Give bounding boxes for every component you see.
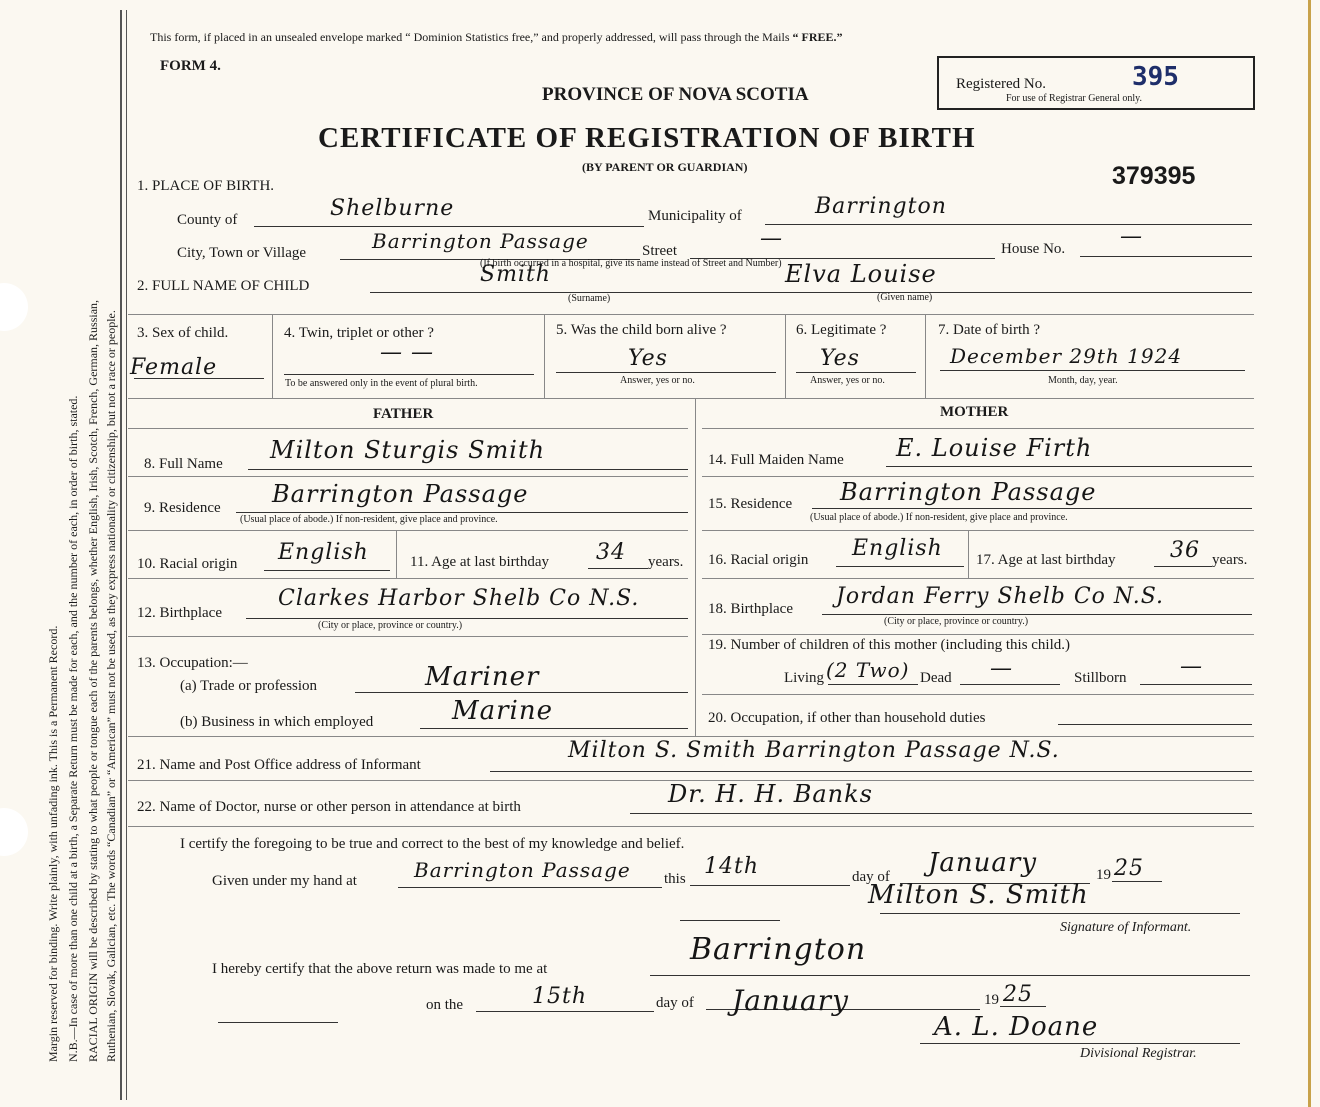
father-name-label: 8. Full Name bbox=[144, 456, 223, 472]
county-value: Shelburne bbox=[330, 196, 455, 221]
mother-occupation-line bbox=[1058, 724, 1252, 725]
informant-line bbox=[490, 771, 1252, 772]
registered-value: 395 bbox=[1132, 62, 1179, 92]
municipality-value: Barrington bbox=[815, 194, 947, 219]
mother-residence-value: Barrington Passage bbox=[840, 478, 1097, 506]
father-row-border bbox=[128, 578, 688, 579]
registrar-month-value: January bbox=[732, 984, 849, 1017]
alive-line bbox=[556, 372, 776, 373]
given-year-prefix: 19 bbox=[1096, 867, 1111, 883]
street-label: Street bbox=[642, 243, 677, 259]
dead-line bbox=[960, 684, 1060, 685]
mother-residence-note: (Usual place of abode.) If non-resident, give place and province. bbox=[810, 512, 1068, 523]
mother-age-line bbox=[1154, 566, 1212, 567]
right-edge bbox=[1308, 0, 1311, 1107]
twin-note: To be answered only in the event of plural birth. bbox=[285, 378, 478, 389]
municipality-label: Municipality of bbox=[648, 208, 742, 224]
date-label: 7. Date of birth ? bbox=[938, 322, 1041, 338]
living-line bbox=[828, 684, 918, 685]
this-label: this bbox=[664, 871, 686, 887]
father-age-value: 34 bbox=[596, 540, 626, 565]
living-label: Living bbox=[784, 670, 824, 686]
father-birthplace-label: 12. Birthplace bbox=[137, 605, 222, 621]
given-year-value: 25 bbox=[1114, 856, 1144, 881]
mailing-notice-text: This form, if placed in an unsealed envelope marked “ Dominion Statistics free,” and properly addressed, will pass through the Mails bbox=[150, 30, 790, 44]
registrar-place-value: Barrington bbox=[690, 932, 867, 967]
parents-bottom-border bbox=[128, 736, 1254, 737]
given-day-line bbox=[690, 885, 850, 886]
legitimate-value: Yes bbox=[820, 346, 860, 371]
given-name-caption: (Given name) bbox=[877, 292, 933, 303]
mother-row-border bbox=[702, 476, 1254, 477]
registrar-statement: I hereby certify that the above return was made to me at bbox=[212, 961, 548, 977]
father-name-line bbox=[248, 469, 688, 470]
doctor-label: 22. Name of Doctor, nurse or other person in attendance at birth bbox=[137, 799, 521, 815]
living-value: (2 Two) bbox=[826, 658, 910, 682]
father-age-line bbox=[588, 568, 648, 569]
hospital-note: (If birth occurred in a hospital, give its name instead of Street and Number) bbox=[480, 258, 782, 269]
municipality-line bbox=[765, 224, 1252, 225]
father-race-divider bbox=[396, 530, 397, 578]
father-trade-label: (a) Trade or profession bbox=[180, 678, 318, 694]
registrar-year-prefix: 19 bbox=[984, 992, 999, 1008]
father-age-label: 11. Age at last birthday bbox=[410, 554, 549, 570]
father-row-border bbox=[128, 636, 688, 637]
mother-birthplace-note: (City or place, province or country.) bbox=[884, 616, 1029, 627]
registered-label: Registered No. bbox=[956, 76, 1046, 92]
mother-row-border bbox=[702, 578, 1254, 579]
margin-text-3: RACIAL ORIGIN will be described by stating to what people or tongue each of the parents belongs, whether English, Irish, Scotch, French, German, Russian, bbox=[86, 299, 100, 1062]
given-place-value: Barrington Passage bbox=[414, 858, 631, 882]
legitimate-note: Answer, yes or no. bbox=[810, 375, 885, 386]
doctor-line bbox=[630, 813, 1252, 814]
legitimate-label: 6. Legitimate ? bbox=[796, 322, 887, 338]
house-value: — bbox=[1120, 224, 1143, 249]
row3-divider bbox=[272, 314, 273, 398]
mother-birthplace-line bbox=[822, 614, 1252, 615]
mother-age-value: 36 bbox=[1170, 538, 1200, 563]
row3-bottom-border bbox=[128, 398, 1254, 399]
child-name-label: 2. FULL NAME OF CHILD bbox=[137, 278, 310, 294]
father-business-value: Marine bbox=[452, 696, 553, 726]
street-value: — bbox=[760, 226, 783, 251]
mother-name-line bbox=[886, 466, 1252, 467]
informant-label: 21. Name and Post Office address of Informant bbox=[137, 757, 421, 773]
sex-value: Female bbox=[130, 355, 218, 380]
mother-birthplace-value: Jordan Ferry Shelb Co N.S. bbox=[836, 584, 1165, 609]
father-residence-note: (Usual place of abode.) If non-resident, give place and province. bbox=[240, 514, 498, 525]
registrar-signature-line bbox=[218, 1022, 338, 1023]
given-day-value: 14th bbox=[704, 854, 760, 879]
father-business-label: (b) Business in which employed bbox=[180, 714, 374, 730]
mother-row-border bbox=[702, 634, 1254, 635]
registrar-onthe-label: on the bbox=[426, 997, 464, 1013]
mother-row-border bbox=[702, 694, 1254, 695]
father-business-line bbox=[420, 728, 688, 729]
row3-divider bbox=[925, 314, 926, 398]
father-race-value: English bbox=[278, 540, 369, 565]
child-given-name: Elva Louise bbox=[785, 260, 937, 288]
page-subtitle: (BY PARENT OR GUARDIAN) bbox=[582, 160, 748, 174]
alive-value: Yes bbox=[628, 346, 668, 371]
dead-value: — bbox=[990, 656, 1013, 681]
dead-label: Dead bbox=[920, 670, 952, 686]
informant-signature-line bbox=[880, 913, 1240, 914]
twin-value: — — bbox=[380, 340, 434, 365]
registered-note: For use of Registrar General only. bbox=[1006, 93, 1142, 104]
father-age-unit: years. bbox=[648, 554, 684, 570]
registrar-signature-main-line bbox=[920, 1043, 1240, 1044]
mother-row-border bbox=[702, 428, 1254, 429]
mother-age-unit: years. bbox=[1212, 552, 1248, 568]
informant-value: Milton S. Smith Barrington Passage N.S. bbox=[568, 738, 1060, 763]
mother-residence-line bbox=[812, 508, 1252, 509]
father-residence-value: Barrington Passage bbox=[272, 480, 529, 508]
father-residence-line bbox=[236, 512, 688, 513]
father-birthplace-note: (City or place, province or country.) bbox=[318, 620, 463, 631]
punch-hole bbox=[0, 283, 28, 331]
given-month-value: January bbox=[928, 848, 1038, 878]
alive-note: Answer, yes or no. bbox=[620, 375, 695, 386]
mother-race-label: 16. Racial origin bbox=[708, 552, 809, 568]
father-race-label: 10. Racial origin bbox=[137, 556, 238, 572]
row3-divider bbox=[544, 314, 545, 398]
given-under-label: Given under my hand at bbox=[212, 873, 357, 889]
registrar-dayof-label: day of bbox=[656, 995, 694, 1011]
house-label: House No. bbox=[1001, 241, 1066, 257]
father-occupation-label: 13. Occupation:— bbox=[137, 655, 248, 671]
father-birthplace-value: Clarkes Harbor Shelb Co N.S. bbox=[278, 586, 640, 611]
parents-divider bbox=[695, 398, 696, 736]
stillborn-value: — bbox=[1180, 654, 1203, 679]
father-race-line bbox=[264, 570, 390, 571]
stamp-number: 379395 bbox=[1112, 162, 1196, 190]
signature-caption: Signature of Informant. bbox=[1060, 920, 1192, 935]
certify-statement: I certify the foregoing to be true and correct to the best of my knowledge and belief. bbox=[180, 836, 685, 852]
twin-line bbox=[284, 374, 534, 375]
registrar-place-line bbox=[650, 975, 1250, 976]
child-name-line bbox=[370, 292, 1252, 293]
father-trade-line bbox=[355, 692, 688, 693]
mother-race-divider bbox=[968, 530, 969, 578]
registrar-year-value: 25 bbox=[1003, 982, 1033, 1007]
page-title: CERTIFICATE OF REGISTRATION OF BIRTH bbox=[318, 122, 976, 154]
margin-text-2: N.B.—In case of more than one child at a birth, a Separate Return must be made for each, and the number of each, in order of birth, stated. bbox=[66, 395, 80, 1062]
mailing-notice bbox=[150, 30, 843, 45]
father-row-border bbox=[128, 530, 688, 531]
mother-race-value: English bbox=[852, 536, 943, 561]
punch-hole bbox=[0, 808, 28, 856]
province-title: PROVINCE OF NOVA SCOTIA bbox=[542, 84, 809, 105]
stillborn-line bbox=[1140, 684, 1252, 685]
row3-top-border bbox=[128, 314, 1254, 315]
registrar-year-line bbox=[1000, 1006, 1046, 1007]
legitimate-line bbox=[796, 372, 916, 373]
city-label: City, Town or Village bbox=[177, 245, 307, 261]
registrar-day-line bbox=[476, 1011, 654, 1012]
mother-age-label: 17. Age at last birthday bbox=[976, 552, 1116, 568]
father-row-border bbox=[128, 476, 688, 477]
mother-header: MOTHER bbox=[940, 404, 1009, 420]
registrar-signature: A. L. Doane bbox=[934, 1012, 1099, 1042]
twin-label: 4. Twin, triplet or other ? bbox=[284, 325, 434, 341]
mother-birthplace-label: 18. Birthplace bbox=[708, 601, 793, 617]
date-line bbox=[940, 370, 1245, 371]
sex-line bbox=[134, 378, 264, 379]
father-name-value: Milton Sturgis Smith bbox=[270, 436, 546, 464]
margin-text-1: Margin reserved for binding. Write plainly, with unfading ink. This is a Permanent Record. bbox=[46, 625, 60, 1062]
given-dayof-label: day of bbox=[852, 869, 890, 885]
date-note: Month, day, year. bbox=[1048, 375, 1118, 386]
alive-label: 5. Was the child born alive ? bbox=[556, 322, 727, 338]
stillborn-label: Stillborn bbox=[1074, 670, 1127, 686]
doctor-value: Dr. H. H. Banks bbox=[668, 780, 873, 808]
father-residence-label: 9. Residence bbox=[144, 500, 221, 516]
surname-caption: (Surname) bbox=[568, 293, 611, 304]
form-number: FORM 4. bbox=[160, 58, 221, 74]
margin-text-4: Ruthenian, Slovak, Galician, etc. The words “Canadian” or “American” must not be used, as they express nationality or citizenship, but not a race or people. bbox=[104, 310, 118, 1062]
mother-residence-label: 15. Residence bbox=[708, 496, 793, 512]
signature-line bbox=[680, 920, 780, 921]
mother-occupation-label: 20. Occupation, if other than household duties bbox=[708, 710, 986, 726]
mother-name-value: E. Louise Firth bbox=[896, 434, 1093, 462]
mother-name-label: 14. Full Maiden Name bbox=[708, 452, 844, 468]
house-line bbox=[1080, 256, 1252, 257]
registrar-caption: Divisional Registrar. bbox=[1080, 1046, 1197, 1061]
margin-line-inner bbox=[126, 10, 127, 1100]
sex-label: 3. Sex of child. bbox=[137, 325, 229, 341]
row3-divider bbox=[785, 314, 786, 398]
father-birthplace-line bbox=[246, 618, 688, 619]
date-value: December 29th 1924 bbox=[950, 344, 1183, 368]
county-label: County of bbox=[177, 212, 238, 228]
county-line bbox=[254, 226, 644, 227]
given-year-line bbox=[1112, 881, 1162, 882]
child-surname: Smith bbox=[480, 262, 551, 287]
mother-row-border bbox=[702, 530, 1254, 531]
margin-line bbox=[120, 10, 122, 1100]
mother-children-label: 19. Number of children of this mother (including this child.) bbox=[708, 637, 1071, 653]
informant-signature: Milton S. Smith bbox=[868, 880, 1089, 910]
father-trade-value: Mariner bbox=[425, 662, 540, 692]
registrar-day-value: 15th bbox=[532, 984, 588, 1009]
place-of-birth-label: 1. PLACE OF BIRTH. bbox=[137, 178, 275, 194]
father-header: FATHER bbox=[373, 406, 434, 422]
city-value: Barrington Passage bbox=[372, 229, 589, 253]
mailing-notice-free: “ FREE.” bbox=[792, 30, 843, 44]
doctor-border bbox=[128, 826, 1254, 827]
mother-race-line bbox=[836, 566, 964, 567]
given-place-line bbox=[398, 887, 662, 888]
father-row-border bbox=[128, 428, 688, 429]
